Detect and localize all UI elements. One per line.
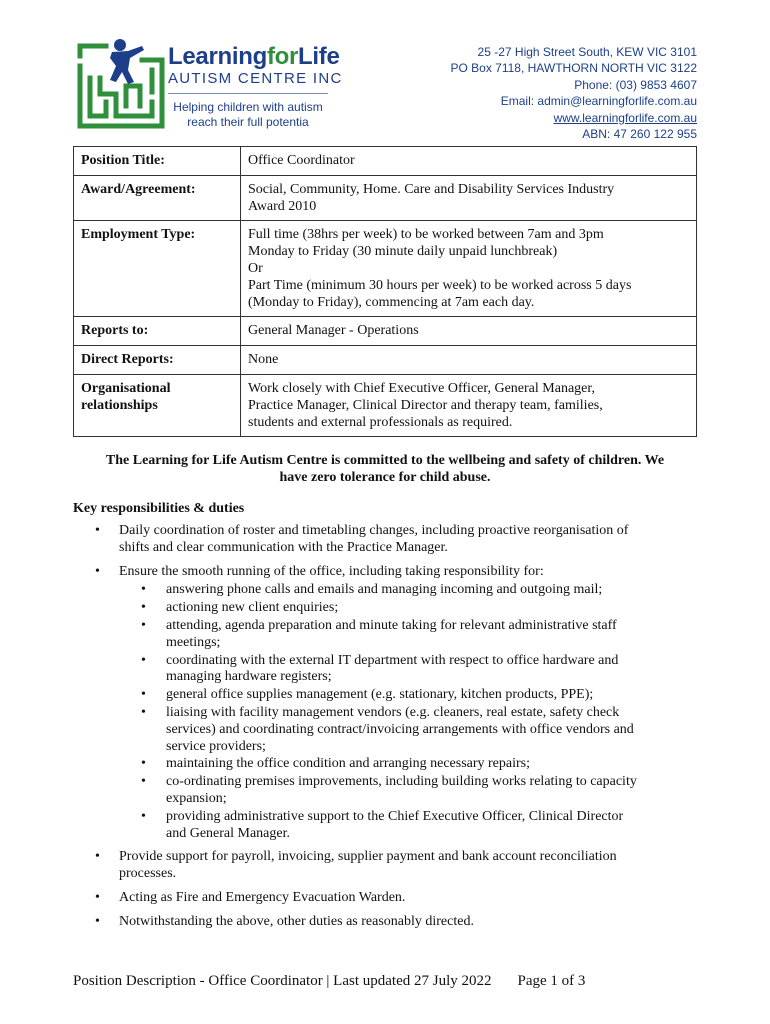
table-row xyxy=(74,346,697,375)
sub-list-item: • answering phone calls and emails and managing incoming and outgoing mail; xyxy=(119,582,697,599)
row-label: Position Title: xyxy=(74,147,241,176)
sub-list-item: • actioning new client enquiries; xyxy=(119,600,697,617)
list-item: • Notwithstanding the above, other duties as reasonably directed. xyxy=(73,914,697,931)
sub-list-item: • coordinating with the external IT department with respect to office hardware and managing hardware registers; xyxy=(119,653,697,687)
sub-list-item: • attending, agenda preparation and minute taking for relevant administrative staff meetings; xyxy=(119,618,697,652)
section-heading: Key responsibilities & duties xyxy=(73,501,245,516)
sub-list-item: • co-ordinating premises improvements, including building works relating to capacity expansion; xyxy=(119,774,697,808)
table-row xyxy=(74,221,697,317)
contact-block xyxy=(450,44,697,142)
list-item: • Daily coordination of roster and timetabling changes, including proactive reorganisation of shifts and clear communication with the Practice Manager. xyxy=(73,523,697,557)
row-label: Organisational relationships xyxy=(74,374,241,436)
list-item: • Acting as Fire and Emergency Evacuation Warden. xyxy=(73,890,697,907)
row-value: Office Coordinator xyxy=(241,147,697,176)
footer-description: Position Description - Office Coordinator | Last updated 27 July 2022 xyxy=(73,973,492,989)
address-line: 25 -27 High Street South, KEW VIC 3101 xyxy=(477,45,697,59)
brand-name: LearningforLife xyxy=(168,43,340,70)
table-row xyxy=(74,175,697,221)
row-value: Full time (38hrs per week) to be worked between 7am and 3pm Monday to Friday (30 minute daily unpaid lunchbreak) Or Part Time (minimum 30 hours per week) to be worked across 5 days (Monday to Friday), commencing at 7am each day. xyxy=(241,221,697,317)
row-label: Reports to: xyxy=(74,317,241,346)
row-value: None xyxy=(241,346,697,375)
position-details-table xyxy=(73,146,697,437)
sub-list-item: • maintaining the office condition and arranging necessary repairs; xyxy=(119,756,697,773)
table-row xyxy=(74,147,697,176)
list-item: • Ensure the smooth running of the office, including taking responsibility for: • answering phone calls and emails and managing incoming and outgoing mail; • actioning new client enquiries; • attending, agenda preparation and minute taking for relevant administrative staff meetings; • coordinating with the external IT department with respect to office hardware and managing hardware registers; • general office supplies management (e.g. stationary, kitchen products, PPE); • liaising with facility management vendors (e.g. cleaners, real estate, safety check services) and coordinating contract/invoicing arrangements with office vendors and service providers; • maintaining the office condition and arranging necessary repairs; • co-ordinating premises improvements, including building works relating to capacity expansion; • providing administrative support to the Chief Executive Officer, Clinical Director and General Manager. xyxy=(73,564,697,843)
row-value: Work closely with Chief Executive Officer, General Manager, Practice Manager, Clinical Director and therapy team, families, students and external professionals as required. xyxy=(241,374,697,436)
table-row xyxy=(74,317,697,346)
row-label: Direct Reports: xyxy=(74,346,241,375)
office-duties-sublist xyxy=(119,582,697,842)
table-row xyxy=(74,374,697,436)
child-safety-statement: The Learning for Life Autism Centre is committed to the wellbeing and safety of children. We have zero tolerance for child abuse. xyxy=(105,453,665,485)
sub-list-item: • liaising with facility management vendors (e.g. cleaners, real estate, safety check services) and coordinating contract/invoicing arrangements with office vendors and service providers; xyxy=(119,705,697,755)
row-label: Employment Type: xyxy=(74,221,241,317)
responsibilities-list xyxy=(73,523,697,938)
sub-list-item: • general office supplies management (e.g. stationary, kitchen products, PPE); xyxy=(119,687,697,704)
website-link[interactable]: www.learningforlife.com.au xyxy=(553,110,697,125)
abn-line: ABN: 47 260 122 955 xyxy=(582,127,697,142)
phone-line: Phone: (03) 9853 4607 xyxy=(574,77,697,92)
brand-block xyxy=(168,44,343,94)
brand-subtitle: AUTISM CENTRE INC xyxy=(168,70,343,87)
list-item: • Provide support for payroll, invoicing, supplier payment and bank account reconciliation processes. xyxy=(73,849,697,883)
page-number: Page 1 of 3 xyxy=(517,973,586,989)
brand-divider xyxy=(168,93,328,94)
tagline: Helping children with autism reach their full potentia xyxy=(173,100,323,129)
row-value: General Manager - Operations xyxy=(241,317,697,346)
learning-for-life-logo xyxy=(76,36,166,130)
email-link[interactable]: Email: admin@learningforlife.com.au xyxy=(500,94,697,109)
row-label: Award/Agreement: xyxy=(74,175,241,221)
postal-address-line: PO Box 7118, HAWTHORN NORTH VIC 3122 xyxy=(450,61,697,76)
page-footer xyxy=(73,972,585,990)
sub-list-item: • providing administrative support to the Chief Executive Officer, Clinical Director and General Manager. xyxy=(119,809,697,843)
row-value: Social, Community, Home. Care and Disability Services Industry Award 2010 xyxy=(241,175,697,221)
